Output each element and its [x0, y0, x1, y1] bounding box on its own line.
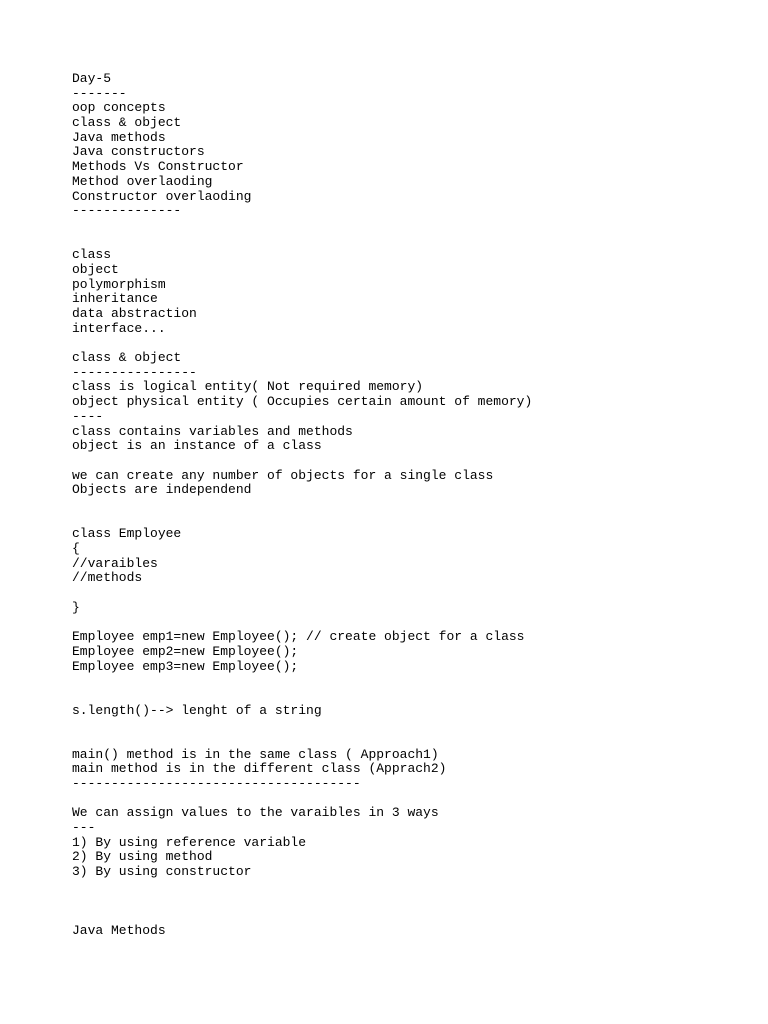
text-line: class is logical entity( Not required memory) — [72, 379, 424, 395]
text-line: Constructor overlaoding — [72, 188, 252, 204]
text-line: Java Methods — [72, 922, 166, 938]
text-line: We can assign values to the varaibles in 3 ways — [72, 805, 439, 821]
text-line — [72, 674, 752, 689]
text-line: 1) By using reference variable — [72, 834, 307, 850]
text-line — [72, 895, 752, 910]
text-line: main() method is in the same class ( Approach1) — [72, 746, 439, 762]
text-line: s.length()--> lenght of a string — [72, 702, 322, 718]
text-line: data abstraction — [72, 306, 197, 321]
text-line: class & object — [72, 115, 182, 131]
text-line: Java methods — [72, 129, 166, 145]
text-line — [72, 792, 752, 807]
text-line: 2) By using method — [72, 849, 213, 865]
text-line: main method is in the different class (Apprach2) — [72, 761, 447, 777]
text-line: --- — [72, 820, 96, 836]
text-line — [72, 498, 752, 513]
text-line — [72, 718, 752, 733]
text-line: -------------- — [72, 203, 182, 219]
text-line — [72, 336, 752, 351]
text-line: ---- — [72, 408, 104, 424]
text-line: inheritance — [72, 291, 158, 307]
text-line: Employee emp1=new Employee(); // create object for a class — [72, 629, 525, 645]
text-line: we can create any number of objects for a single class — [72, 467, 494, 483]
text-line: ------------------------------------- — [72, 776, 361, 791]
text-line — [72, 909, 752, 924]
text-line — [72, 615, 752, 630]
text-line: Java constructors — [72, 144, 205, 160]
text-line: object is an instance of a class — [72, 438, 322, 454]
text-line: ------- — [72, 85, 127, 101]
text-line: ---------------- — [72, 364, 197, 380]
text-line: Day-5 — [72, 71, 112, 86]
text-line: Objects are independend — [72, 482, 252, 498]
text-line: //methods — [72, 570, 143, 586]
text-line: Employee emp3=new Employee(); — [72, 658, 299, 674]
text-line — [72, 733, 752, 748]
text-line: 3) By using constructor — [72, 864, 252, 880]
text-line: class contains variables and methods — [72, 423, 353, 439]
text-line — [72, 689, 752, 704]
text-line — [72, 586, 752, 601]
text-line — [72, 454, 752, 469]
text-line: //varaibles — [72, 555, 158, 571]
text-line: class & object — [72, 350, 182, 366]
document-body — [72, 72, 752, 939]
text-line: { — [72, 541, 80, 556]
text-line — [72, 513, 752, 528]
text-line: Methods Vs Constructor — [72, 159, 244, 175]
text-line — [72, 234, 752, 249]
text-line: polymorphism — [72, 276, 166, 292]
text-line: object — [72, 261, 119, 277]
text-line — [72, 219, 752, 234]
text-line — [72, 880, 752, 895]
text-line: oop concepts — [72, 100, 166, 116]
text-line: object physical entity ( Occupies certain amount of memory) — [72, 394, 533, 410]
text-line: interface... — [72, 320, 166, 336]
text-line: } — [72, 599, 80, 615]
text-line: Employee emp2=new Employee(); — [72, 643, 299, 659]
text-line: class Employee — [72, 526, 182, 542]
text-line: class — [72, 247, 112, 263]
text-line: Method overlaoding — [72, 173, 213, 189]
